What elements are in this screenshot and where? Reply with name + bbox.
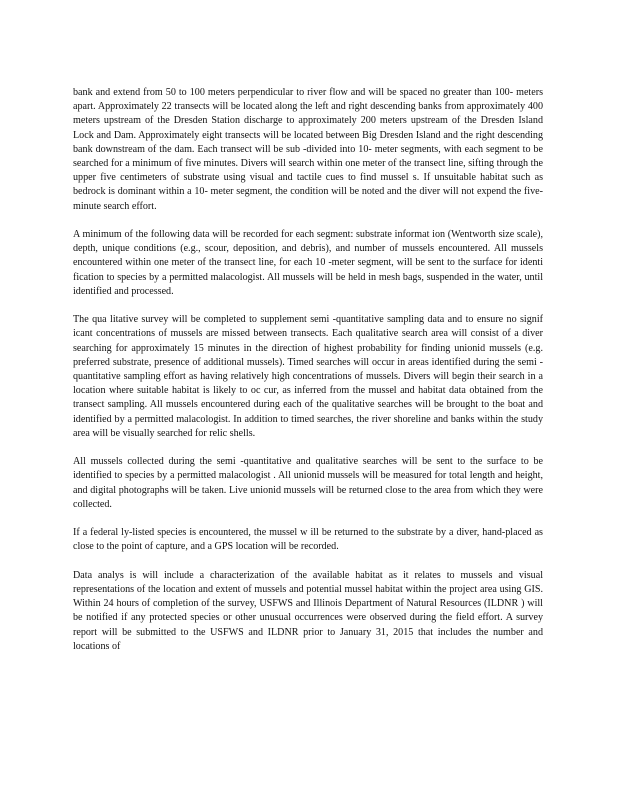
paragraph-transect-layout: bank and extend from 50 to 100 meters perpendicular to river flow and will be spaced no greater than 100- meters apart. Approximately 22 transects will be located along the left and right descending banks from approximately 400 meters upstream of the Dresden Station discharge to approximately 200 meters upstream of the Dresden Island Lock and Dam. Approximately eight transects will be located between Big Dresden Island and the right descending bank downstream of the dam. Each transect will be sub -divided into 10- meter segments, with each segment to be searched for a minimum of five minutes. Divers will search within one meter of the transect line, sifting through the upper five centimeters of substrate using visual and tactile cues to find mussel s. If unsuitable habitat such as bedrock is dominant within a 10- meter segment, the condition will be noted and the diver will not expend the five- minute search effort. <box>73 87 543 212</box>
paragraph-segment-data: A minimum of the following data will be recorded for each segment: substrate informat ion (Wentworth size scale), depth, unique conditions (e.g., scour, deposition, and debris), and number of mussels encountered. All mussels encountered within one meter of the transect line, for each 10 -meter segment, will be sent to the surface for identi fication to species by a permitted malacologist. All mussels will be held in mesh bags, suspended in the water, until identified and processed. <box>73 229 543 297</box>
paragraph-mussel-processing: All mussels collected during the semi -quantitative and qualitative searches will be sent to the surface to be identified to species by a permitted malacologist . All unionid mussels will be measured for total length and height, and digital photographs will be taken. Live unionid mussels will be returned close to the area from which they were collected. <box>73 456 543 510</box>
paragraph-qualitative-survey: The qua litative survey will be completed to supplement semi -quantitative sampling data and to ensure no signif icant concentrations of mussels are missed between transects. Each qualitative search area will consist of a diver searching for approximately 15 minutes in the direction of highest probability for finding unionid mussels (e.g. preferred substrate, presence of additional mussels). Timed searches will occur in areas identified during the semi -quantitative sampling effort as having relatively high concentrations of mussels. Divers will begin their search in a location where suitable habitat is likely to oc cur, as inferred from the mussel and habitat data obtained from the transect sampling. All mussels encountered during each of the qualitative searches will be brought to the boat and identified by a permitted malacologist. In addition to timed searches, the river shoreline and banks within the study area will be visually searched for relic shells. <box>73 314 543 439</box>
paragraph-data-analysis: Data analys is will include a characterization of the available habitat as it relates to mussels and visual representations of the location and extent of mussels and potential mussel habitat within the project area using GIS. Within 24 hours of completion of the survey, USFWS and Illinois Department of Natural Resources (ILDNR ) will be notified if any protected species or other unusual occurrences were observed during the field effort. A survey report will be submitted to the USFWS and ILDNR prior to January 31, 2015 that includes the number and locations of <box>73 569 543 652</box>
paragraph-listed-species: If a federal ly-listed species is encountered, the mussel w ill be returned to the substrate by a diver, hand-placed as close to the point of capture, and a GPS location will be recorded. <box>73 527 543 553</box>
body-text <box>73 86 543 654</box>
